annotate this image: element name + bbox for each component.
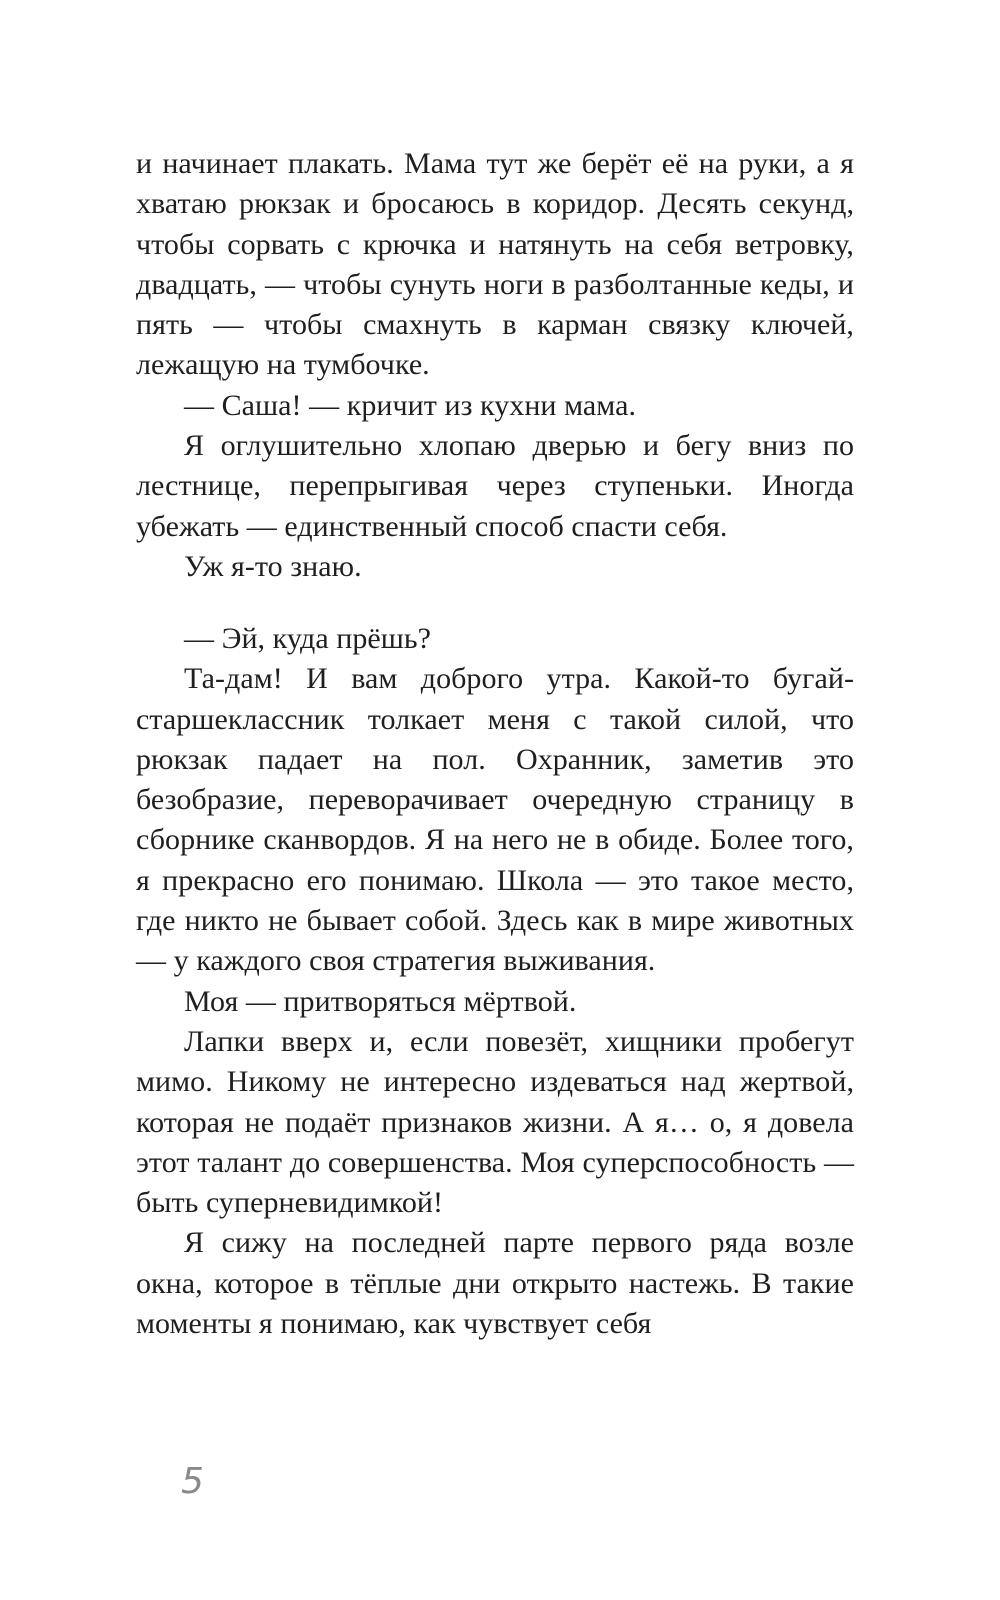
- paragraph: Я оглушительно хлопаю дверью и бегу вниз по лестнице, перепрыгивая через ступеньки. Иногда убежать — единственный способ спасти себя.: [136, 429, 854, 543]
- paragraph: Та-дам! И вам доброго утра. Какой-то бугай-старшеклассник толкает меня с такой силой, что рюкзак падает на пол. Охранник, заметив это безобразие, переворачивает очередную страницу в сборнике сканвордов. Я на него не в обиде. Более того, я прекрасно его понимаю. Школа — это такое место, где никто не бывает собой. Здесь как в мире животных — у каждого своя стратегия выживания.: [136, 662, 854, 978]
- paragraph: Уж я-то знаю.: [184, 549, 362, 583]
- text-block-bottom: [136, 619, 854, 1344]
- text-block-top: [136, 144, 854, 587]
- paragraph-dialogue: — Эй, куда прёшь?: [184, 622, 432, 655]
- paragraph: Я сижу на последней парте первого ряда возле окна, которое в тёплые дни открыто настежь. В такие моменты я понимаю, как чувствует себя: [136, 1226, 854, 1341]
- paragraph: Моя — притворяться мёртвой.: [184, 984, 577, 1018]
- page-number: 5: [181, 1461, 204, 1502]
- paragraph-dialogue: — Саша! — кричит из кухни мама.: [184, 388, 637, 422]
- paragraph-continued: и начинает плакать. Мама тут же берёт её на руки, а я хватаю рюкзак и бросаюсь в коридор. Десять секунд, чтобы сорвать с крючка и натянуть на себя ветровку, двадцать, — чтобы сунуть ноги в разболтанные кеды, и пять — чтобы смахнуть в карман связку ключей, лежащую на тумбочке.: [136, 147, 854, 382]
- paragraph: Лапки вверх и, если повезёт, хищники пробегут мимо. Никому не интересно издеваться над жертвой, которая не подаёт признаков жизни. А я… о, я довела этот талант до совершенства. Моя суперспособность — быть суперневидимкой!: [136, 1024, 854, 1220]
